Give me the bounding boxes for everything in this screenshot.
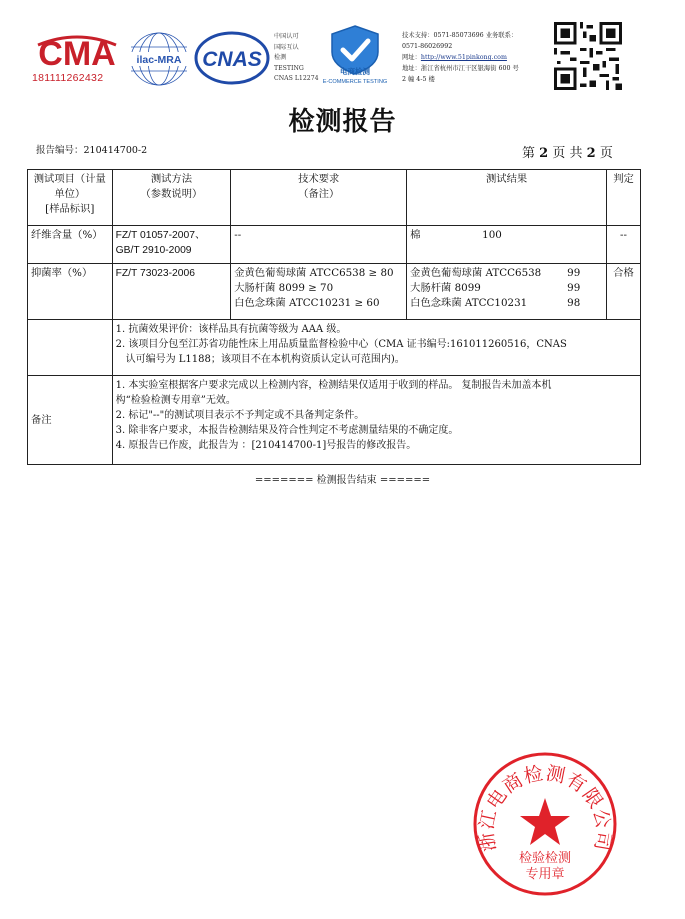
result-line <box>410 281 603 296</box>
method-line: GB/T 2910-2009 <box>115 245 192 256</box>
remark-line: 1. 本实验室根据客户要求完成以上检测内容，检测结果仅适用于收到的样品。 复制报告未加盖本机 <box>115 380 552 391</box>
contact-line: 0571-86026992 <box>402 43 453 50</box>
qr-code[interactable] <box>554 22 622 90</box>
note-line: 认可编号为 L1188；该项目不在本机构资质认定认可范围内)。 <box>125 354 405 365</box>
header-method-line: （参数说明） <box>140 188 203 200</box>
notes-label-cell <box>28 320 113 376</box>
cnas-text: CNAS <box>202 48 262 71</box>
remarks-cell <box>112 376 640 465</box>
result-name: 金黄色葡萄球菌 ATCC6538 <box>410 267 542 279</box>
row-requirement: -- <box>231 226 407 264</box>
requirement-line: 大肠杆菌 8099 ≥ 70 <box>234 282 334 294</box>
header-requirement-line: 技术要求 <box>298 173 340 185</box>
cnas-desc-line: TESTING <box>274 64 304 72</box>
cnas-desc-line: 检测 <box>274 54 287 62</box>
header-method <box>112 170 231 226</box>
report-title: 检测报告 <box>288 107 397 137</box>
cnas-desc-line: 国际互认 <box>274 43 299 51</box>
requirement-line: 白色念珠菌 ATCC10231 ≥ 60 <box>234 297 380 309</box>
remark-line: 4. 原报告已作废，此报告为 ：[210414700-1]号报告的修改报告。 <box>115 440 417 451</box>
result-value: 99 <box>567 267 581 279</box>
page-suffix: 页 <box>599 146 613 161</box>
row-item: 纤维含量（%） <box>28 226 113 264</box>
header-method-line: 测试方法 <box>150 173 192 185</box>
seal-center-line2: 专用章 <box>525 867 565 882</box>
result-value: 100 <box>482 229 502 241</box>
cnas-desc-line: 中国认可 <box>274 33 299 40</box>
note-line: 2. 该项目分包至江苏省功能性床上用品质量监督检验中心（CMA 证书编号:161011260516，CNAS <box>115 339 567 350</box>
result-line <box>410 266 603 281</box>
header-judgment: 判定 <box>607 170 641 226</box>
ilac-text: ilac-MRA <box>136 54 182 66</box>
report-number-value: 210414700-2 <box>83 145 148 156</box>
page-indicator <box>522 142 613 161</box>
header-item-line: [样品标识] <box>45 203 95 215</box>
cma-logo-text: CMA <box>38 35 116 73</box>
requirement-line: 金黄色葡萄球菌 ATCC6538 ≥ 80 <box>234 267 394 279</box>
table-row <box>28 226 641 264</box>
notes-row <box>28 320 641 376</box>
remark-line: 2. 标记"--"的测试项目表示不予判定或不具备判定条件。 <box>115 410 365 421</box>
website-label: 网址： <box>402 54 421 61</box>
seal-center-line1: 检验检测 <box>518 851 572 866</box>
header-result: 测试结果 <box>407 170 607 226</box>
contact-line: 技术支持：0571-85073696 业务联系： <box>402 32 518 39</box>
table-header-row <box>28 170 641 226</box>
ec-logo-cn: 电商检测 <box>340 67 370 76</box>
contact-info <box>402 30 519 85</box>
ec-logo-en: E-COMMERCE TESTING <box>322 79 388 85</box>
result-value: 98 <box>567 297 581 309</box>
row-result <box>407 226 607 264</box>
method-line: FZ/T 01057-2007、 <box>115 230 206 241</box>
table-row <box>28 264 641 320</box>
row-judgment: 合格 <box>607 264 641 320</box>
page-total: 2 <box>586 146 596 161</box>
remark-line: 3. 除非客户要求，本报告检测结果及符合性判定不考虑测量结果的不确定度。 <box>115 425 459 436</box>
report-end-marker: ======= 检测报告结束 ====== <box>254 475 431 486</box>
page-prefix: 第 <box>522 146 536 161</box>
cnas-desc-line: CNAS L12274 <box>274 75 319 83</box>
seal-star-icon <box>520 798 570 845</box>
row-method: FZ/T 73023-2006 <box>112 264 231 320</box>
remark-line: 构“检验检测专用章”无效。 <box>115 395 236 406</box>
report-number-label: 报告编号： <box>36 145 84 156</box>
remarks-label: 备注 <box>28 376 113 465</box>
row-result <box>407 264 607 320</box>
result-line <box>410 296 603 311</box>
test-results-table <box>27 169 641 465</box>
result-name: 白色念珠菌 ATCC10231 <box>410 297 528 309</box>
cnas-logo <box>194 30 270 86</box>
result-name: 大肠杆菌 8099 <box>410 282 481 294</box>
contact-line: 2 幢 4-5 楼 <box>402 76 435 83</box>
report-number <box>36 142 147 156</box>
remarks-row <box>28 376 641 465</box>
cnas-description <box>274 32 319 85</box>
contact-website <box>402 52 519 63</box>
row-requirement <box>231 264 407 320</box>
result-value: 99 <box>567 282 581 294</box>
header-requirement <box>231 170 407 226</box>
result-name: 棉 <box>410 229 421 241</box>
website-link[interactable]: http://www.51pinkong.com <box>420 54 507 61</box>
header-item-line: 测试项目（计量 <box>33 173 106 185</box>
cma-number: 181111262432 <box>32 72 104 84</box>
page-current: 2 <box>539 146 549 161</box>
ilac-mra-logo <box>128 31 190 87</box>
ecommerce-testing-logo <box>320 24 390 86</box>
notes-cell <box>112 320 640 376</box>
row-judgment: -- <box>607 226 641 264</box>
header-requirement-line: （备注） <box>298 188 340 200</box>
header-item-line: 单位） <box>54 188 86 200</box>
note-line: 1. 抗菌效果评价：该样品具有抗菌等级为 AAA 级。 <box>115 324 347 335</box>
official-seal <box>470 750 620 898</box>
contact-line: 地址：浙江省杭州市江干区银海街 600 号 <box>402 65 519 72</box>
seal-ring-text: 浙江电商检测有限公司 <box>475 762 615 854</box>
row-method <box>112 226 231 264</box>
row-item: 抑菌率（%） <box>28 264 113 320</box>
page-middle: 页 共 <box>552 146 583 161</box>
header-item <box>28 170 113 226</box>
